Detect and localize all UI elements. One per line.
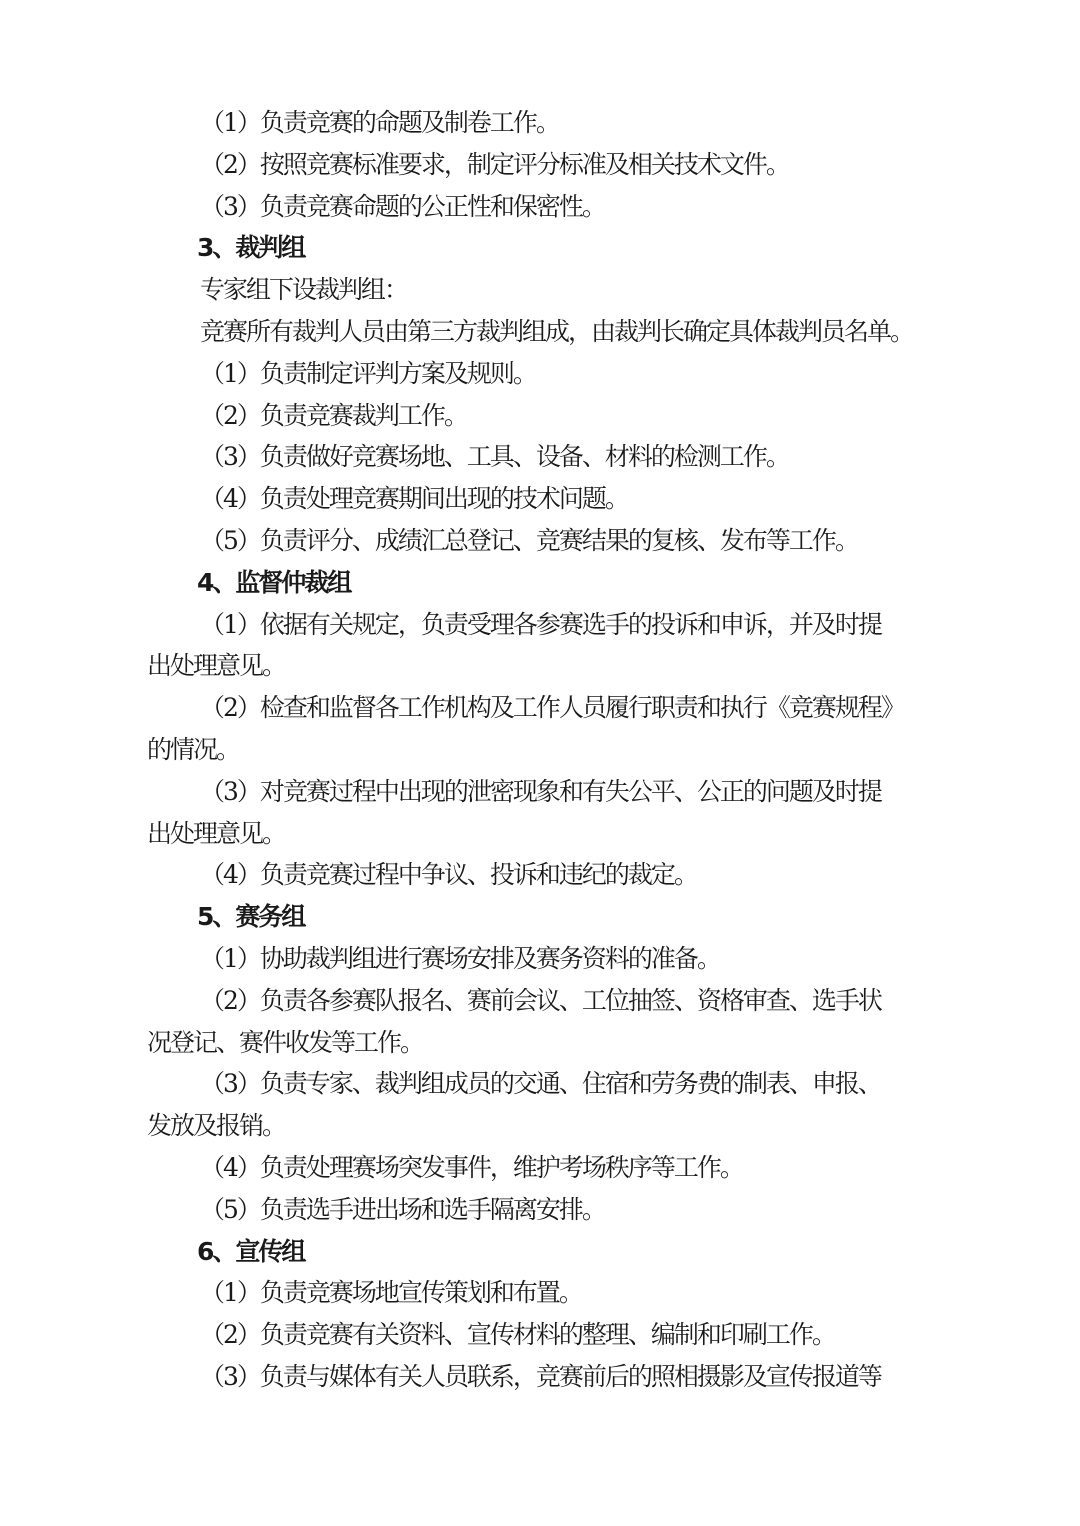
- paragraph-line: 出处理意见。: [147, 651, 286, 681]
- paragraph-line: （4）负责处理赛场突发事件，维护考场秩序等工作。: [200, 1152, 743, 1182]
- paragraph-line: （5）负责评分、成绩汇总登记、竞赛结果的复核、发布等工作。: [200, 525, 858, 555]
- paragraph-line: （5）负责选手进出场和选手隔离安排。: [200, 1194, 605, 1224]
- document-body: [0, 102, 1080, 1398]
- paragraph-line: （3）负责与媒体有关人员联系，竞赛前后的照相摄影及宣传报道等: [200, 1361, 881, 1391]
- paragraph-line: （2）负责各参赛队报名、赛前会议、工位抽签、资格审查、选手状: [200, 985, 881, 1015]
- paragraph-line: （1）负责竞赛的命题及制卷工作。: [200, 108, 559, 137]
- section-heading: 3、裁判组: [197, 233, 305, 263]
- paragraph-line: （1）依据有关规定，负责受理各参赛选手的投诉和申诉，并及时提: [200, 609, 881, 639]
- paragraph-line: 发放及报销。: [147, 1111, 286, 1141]
- section-heading: 6、宣传组: [197, 1236, 305, 1266]
- paragraph-line: （4）负责竞赛过程中争议、投诉和违纪的裁定。: [200, 860, 697, 890]
- section-heading: 4、监督仲裁组: [197, 567, 351, 597]
- paragraph-line: （1）负责竞赛场地宣传策划和布置。: [200, 1278, 582, 1308]
- paragraph-line: （2）按照竞赛标准要求，制定评分标准及相关技术文件。: [200, 149, 789, 179]
- paragraph-line: 竞赛所有裁判人员由第三方裁判组成，由裁判长确定具体裁判员名单。: [200, 316, 914, 346]
- paragraph-line: （3）负责做好竞赛场地、工具、设备、材料的检测工作。: [200, 442, 789, 472]
- paragraph-line: 专家组下设裁判组：: [200, 275, 408, 305]
- paragraph-line: （2）负责竞赛裁判工作。: [200, 400, 467, 430]
- section-heading: 5、赛务组: [197, 902, 305, 932]
- paragraph-line: （1）协助裁判组进行赛场安排及赛务资料的准备。: [200, 943, 720, 973]
- paragraph-line: 出处理意见。: [147, 818, 286, 848]
- paragraph-line: （2）负责竞赛有关资料、宣传材料的整理、编制和印刷工作。: [200, 1320, 835, 1350]
- paragraph-line: （1）负责制定评判方案及规则。: [200, 358, 536, 388]
- paragraph-line: （3）对竞赛过程中出现的泄密现象和有失公平、公正的问题及时提: [200, 776, 881, 806]
- paragraph-line: （3）负责专家、裁判组成员的交通、住宿和劳务费的制表、申报、: [200, 1069, 881, 1099]
- paragraph-line: 的情况。: [147, 734, 240, 764]
- paragraph-line: （2）检查和监督各工作机构及工作人员履行职责和执行《竞赛规程》: [200, 693, 904, 723]
- paragraph-line: （4）负责处理竞赛期间出现的技术问题。: [200, 484, 628, 514]
- paragraph-line: （3）负责竞赛命题的公正性和保密性。: [200, 191, 605, 221]
- paragraph-line: 况登记、赛件收发等工作。: [147, 1027, 424, 1057]
